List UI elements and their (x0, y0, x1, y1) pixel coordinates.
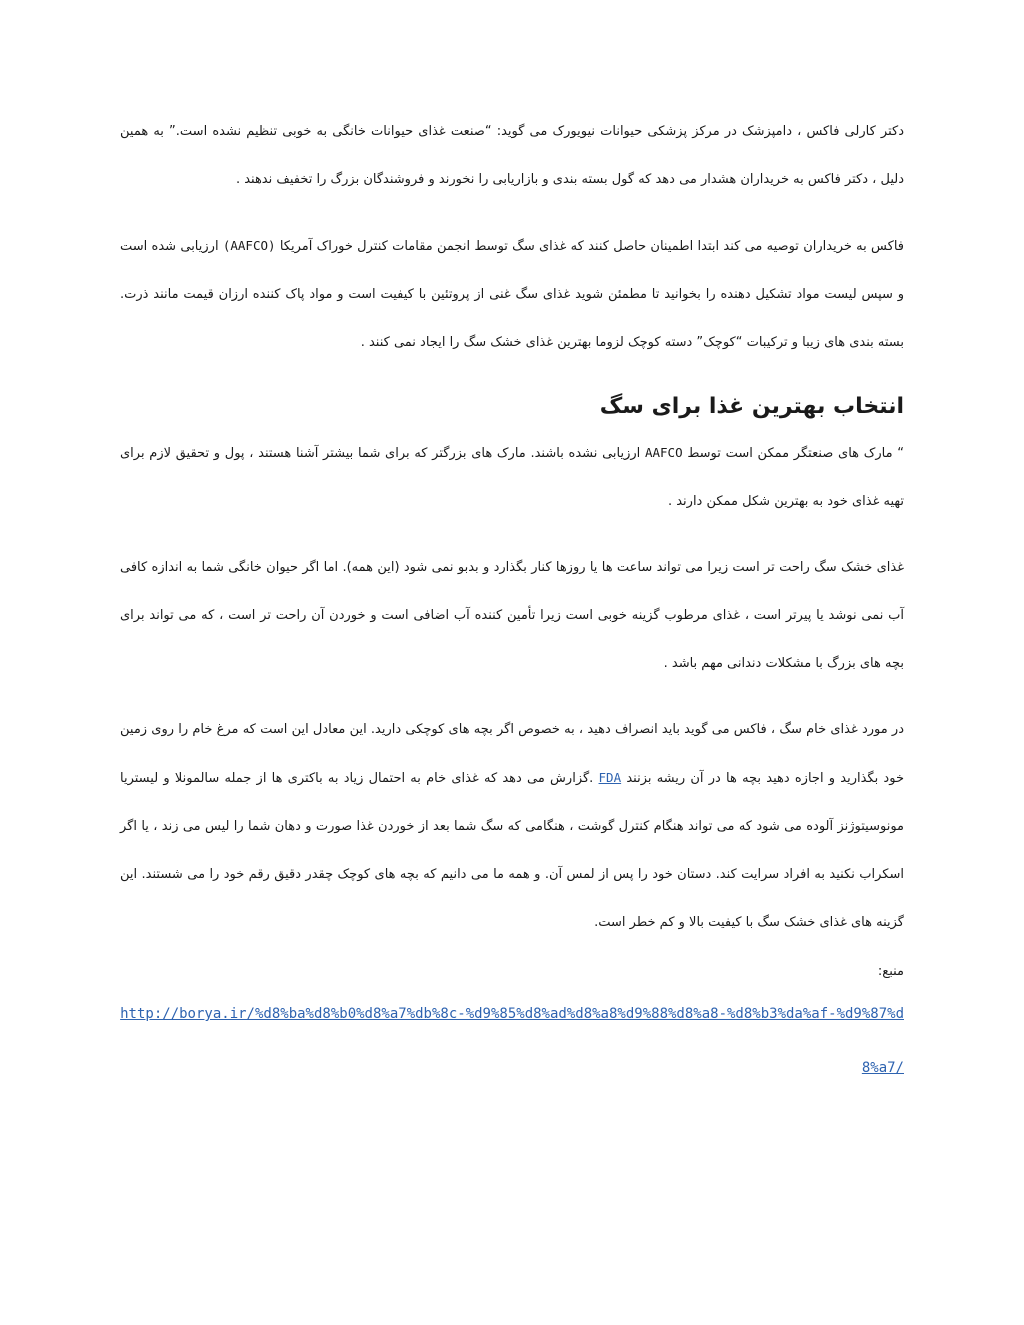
paragraph-brands-before: “ مارک های صنعتگر ممکن است توسط (687, 446, 904, 461)
source-label: منبع: (877, 964, 904, 979)
paragraph-dry-vs-wet-text: غذای خشک سگ راحت تر است زیرا می تواند ساعت ها یا روزها کنار بگذارد و بدبو نمی شود (این همه). اما اگر حیوان خانگی شما به اندازه کافی آب نمی نوشد یا پیرتر است ، غذای مرطوب گزینه خوبی است زیرا تأمین کننده آب اضافی است و خوردن آن راحت تر است ، که می تواند برای بچه های بزرگ با مشکلات دندانی مهم باشد . (120, 560, 904, 671)
paragraph-raw-food-after: .گزارش می دهد که غذای خام به احتمال زیاد به باکتری ها از جمله سالمونلا و لیستریا مونوسیتوژنز آلوده می شود که می تواند هنگام کنترل گوشت ، هنگامی که سگ شما بعد از خوردن غذا صورت و دهان شما را لیس می زند ، یا اگر اسکراب نکنید به افراد سرایت کند. دستان خود را پس از لمس آن. و همه ما می دانیم که بچه های کوچک چقدر دقیق رقم خود را می شستند. این گزینه های غذای خشک سگ با کیفیت بالا و کم خطر است. (120, 771, 904, 930)
paragraph-brands-after: ارزیابی نشده باشند. مارک های بزرگتر که برای شما بیشتر آشنا هستند ، پول و تحقیق لازم برای تهیه غذای خود به بهترین شکل ممکن دارند . (120, 446, 904, 509)
paragraph-intro-text: دکتر کارلی فاکس ، دامپزشک در مرکز پزشکی حیوانات نیویورک می گوید: “صنعت غذای حیوانات خانگی به خوبی تنظیم نشده است.” به همین دلیل ، دکتر فاکس به خریداران هشدار می دهد که گول بسته بندی و بازاریابی را نخورند و فروشندگان بزرگ را تخفیف ندهند . (120, 124, 904, 187)
paragraph-aafco-advice-before: فاکس به خریداران توصیه می کند ابتدا اطمینان حاصل کنند که غذای سگ توسط انجمن مقامات کنترل خوراک آمریکا (279, 239, 904, 254)
document-page (120, 108, 904, 1095)
paragraph-aafco-advice (120, 222, 904, 367)
paragraph-dry-vs-wet (120, 544, 904, 688)
source-link[interactable]: http://borya.ir/%d8%ba%d8%b0%d8%a7%db%8c-%d9%85%d8%ad%d8%a8%d9%88%d8%a8-%d8%b3%da%af-%d9%87%d8%a7/ (120, 1006, 904, 1076)
paragraph-raw-food-before: در مورد غذای خام سگ ، فاکس می گوید باید انصراف دهید ، به خصوص اگر بچه های کوچکی دارید. این معادل این است که مرغ خام را روی زمین خود بگذارید و اجازه دهید بچه ها در آن ریشه بزنند (120, 722, 904, 786)
fda-link[interactable]: FDA (598, 770, 622, 785)
paragraph-raw-food (120, 706, 904, 947)
paragraph-brands (120, 429, 904, 526)
source-link-container (120, 987, 904, 1095)
paragraph-intro (120, 108, 904, 204)
section-heading: انتخاب بهترین غذا برای سگ (599, 394, 904, 419)
aafco-abbreviation: AAFCO (644, 445, 683, 460)
aafco-code: (AAFCO) (222, 238, 276, 253)
paragraph-aafco-advice-after: ارزیابی شده است و سپس لیست مواد تشکیل دهنده را بخوانید تا مطمئن شوید غذای سگ غنی از پروتئین با کیفیت است و مواد پاک کننده ارزان قیمت مانند ذرت. بسته بندی های زیبا و ترکیبات “کوچک” دسته کوچک لزوما بهترین غذای خشک سگ را ایجاد نمی کنند . (120, 239, 904, 350)
